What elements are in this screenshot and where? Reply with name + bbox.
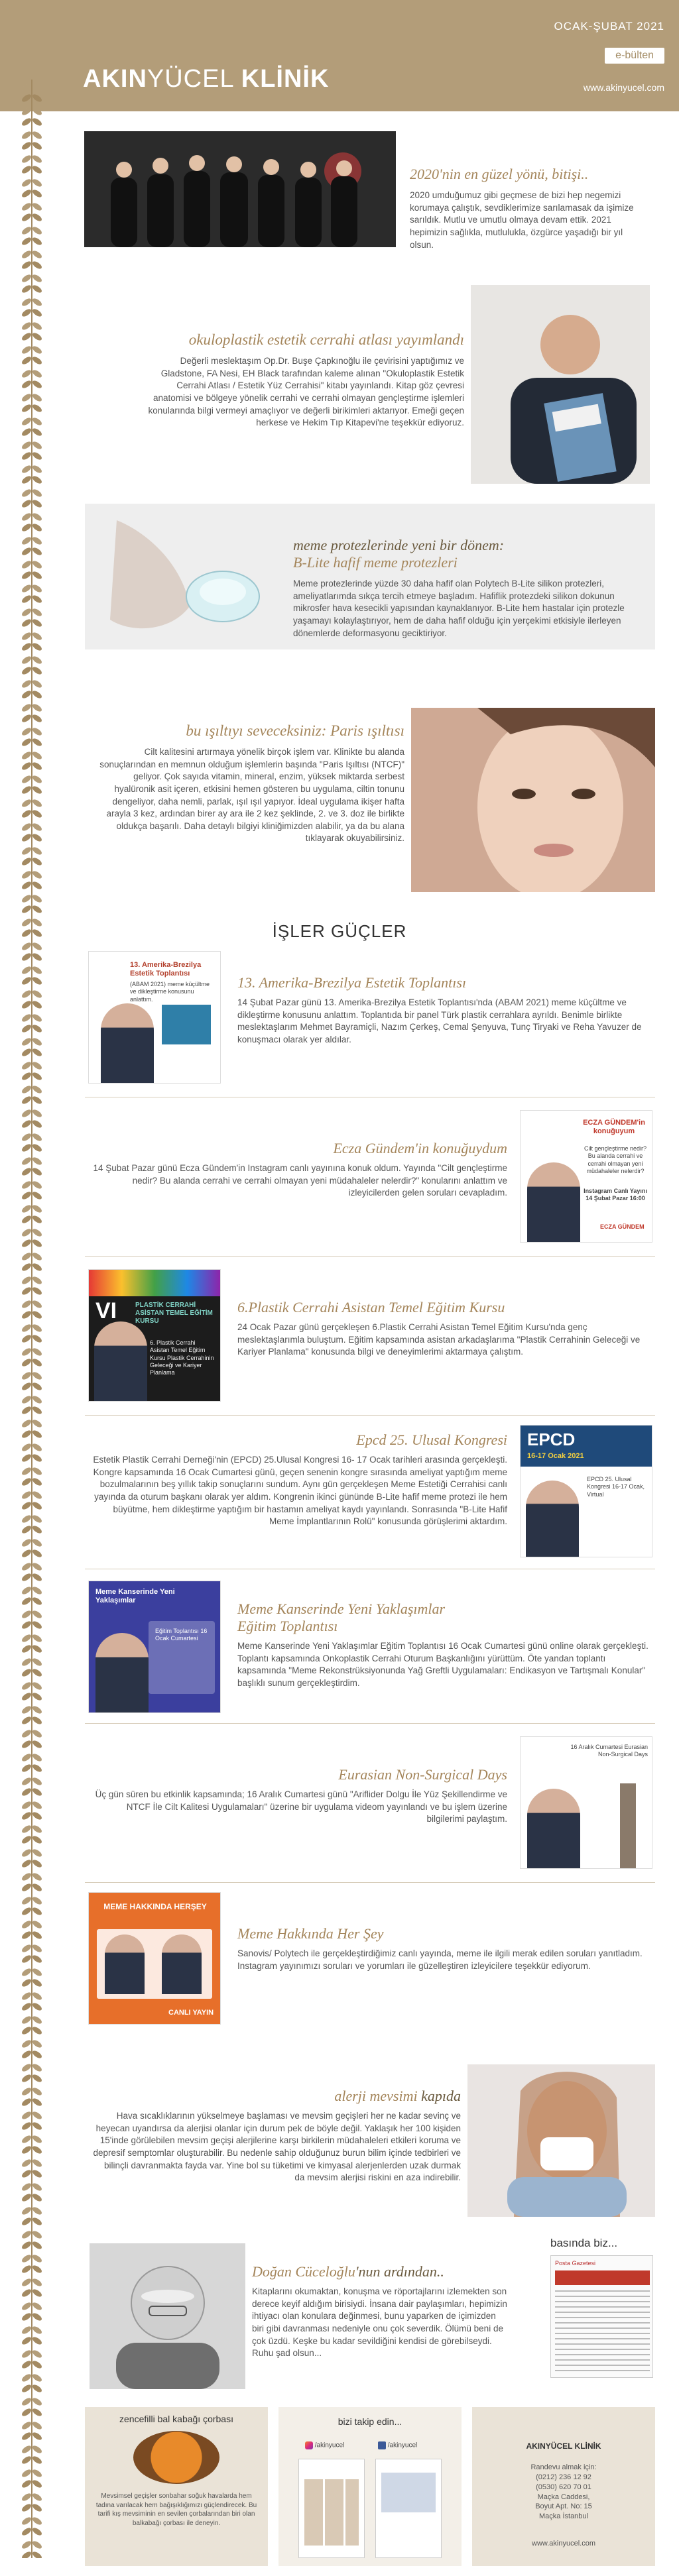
isler-item-epcd (93, 1431, 507, 1528)
meme-hakkinda-thumbnail-title: MEME HAKKINDA HERŞEY (103, 1902, 207, 1911)
isler-item-epcd-title: Epcd 25. Ulusal Kongresi (356, 1431, 507, 1448)
article-paris-title: bu ışıltıyı seveceksiniz: Paris ışıltısı (186, 722, 404, 739)
divider (85, 1256, 655, 1257)
isler-item-asistan-body: 24 Ocak Pazar günü gerçekleşen 6.Plastik Cerrahi Asistan Temel Eğitim Kursu'nda genç meslektaşlarımla buluştum. Eğitim kapsamında asistan arkadaşlarıma "Plastik Cerrahinin Geleceği ve Kariyer Planlama" konusunda bilgi ve deneyimlerimi aktarmaya çalıştım. (237, 1322, 641, 1357)
eurasian-thumbnail[interactable] (520, 1736, 652, 1869)
appointment-label: Randevu almak için: (530, 2463, 597, 2471)
asistan-thumbnail-sub: 6. Plastik Cerrahi Asistan Temel Eğitim Kursu Plastik Cerrahinin Geleceği ve Kariyer Planlama (150, 1339, 214, 1376)
article-tribute-title: Doğan Cüceloğlu'nun ardından.. (252, 2263, 444, 2280)
article-tribute (252, 2263, 507, 2360)
meme-kanseri-thumbnail-doctor (95, 1633, 149, 1712)
isler-item-eurasian-title: Eurasian Non-Surgical Days (338, 1766, 507, 1783)
sneezing-woman-illustration (467, 2064, 655, 2217)
ecza-thumbnail-sub: Cilt gençleştirme nedir? Bu alanda cerrahi ve cerrahi olmayan yeni müdahaleler nelerdir? (584, 1145, 647, 1174)
asistan-kursu-thumbnail[interactable] (88, 1269, 221, 1402)
press-clipping-text (555, 2290, 650, 2373)
ecza-thumbnail-doctor (527, 1162, 580, 1242)
facebook-preview[interactable] (375, 2459, 442, 2558)
instagram-icon (305, 2441, 313, 2449)
meme-hakkinda-thumbnail-doctor-2 (162, 1934, 202, 1994)
header-banner (0, 0, 679, 111)
asistan-thumbnail-doctor (94, 1321, 147, 1401)
meme-kanseri-thumbnail-title: Meme Kanserinde Yeni Yaklaşımlar (95, 1588, 175, 1605)
isler-item-meme-kanseri-body: Meme Kanserinde Yeni Yaklaşımlar Eğitim Toplantısı 16 Ocak Cumartesi günü online olarak gerçekleşti. Toplantı kapsamında Onkoplastik Cerrahi Oturum Başkanlığını yürüttüm. Öte yandan toplantı kapsamında "Meme Rekonstrüksiyonunda Yağ Greftli Uygulamaları: Endikasyon ve Tartışmalı Konular" başlıklı sunum gerçekleştirdim. (237, 1641, 648, 1688)
address-line-3: Maçka İstanbul (539, 2512, 588, 2521)
ecza-thumbnail-title: ECZA GÜNDEM'in konuğuyum (583, 1119, 645, 1136)
ecza-thumbnail-logo: ECZA GÜNDEM (600, 1223, 645, 1230)
isler-item-meme-kanseri-title-1: Meme Kanserinde Yeni Yaklaşımlar (237, 1600, 446, 1617)
face-illustration (411, 708, 655, 892)
ecza-gundem-thumbnail[interactable] (520, 1110, 652, 1243)
abam-thumbnail-doctor (101, 1003, 154, 1083)
atlas-book-photo (471, 285, 650, 484)
paris-glow-photo (411, 708, 655, 892)
isler-item-abam-title: 13. Amerika-Brezilya Estetik Toplantısı (237, 974, 467, 991)
author-with-book-illustration (471, 285, 650, 484)
dogan-cuceloglu-photo (90, 2243, 245, 2389)
article-atlas (93, 331, 464, 429)
article-paris-body: Cilt kalitesini artırmaya yönelik birçok işlem var. Klinikte bu alanda sonuçlarından en memnun olduğum işlemlerin başında "Paris Işıltısı (NTCF)" geliyor. Çok sayıda vitamin, mineral, enzim, yüksek miktarda serbest hyalüronik asit içeren, etkisini hemen gösteren bu uygulama, ciltin tonunu dengeliyor, daha nemli, parlak, ışıl ışıl yapıyor. İdeal uygulama ikişer hafta arayla 3 kez, ardından birer ay ara ile 2 kez şeklinde, 2. ve 3. doz ile birlikte oldukça başarılı. Daha detaylı bilgiyi kliniğimizden alabilir, ya da bu alana tıklayarak okuyabilirsiniz. (99, 747, 404, 844)
meme-hakkinda-thumbnail[interactable] (88, 1892, 221, 2025)
article-allergy-body: Hava sıcaklıklarının yükselmeye başlaması ve mevsim geçişleri her ne kadar sevinç ve heyecan uyandırsa da alerjisi olanlar için durum pek de böyle değil. Yaklaşık her 100 kişiden 15'inde görülebilen mevsim geçişi alerjilerine karşı birkilerin müdahaleleri etkileri koruma ve depresif semptomlar oluşturabilir. Bu nedenle sahip olduğunuz burun bilim içinde tedbirleri ve bilinçli davranmakta fayda var. Yine bol su tüketimi ve kimyasal alerjenlerden uzak durmak da mevsim alerjisi riskini en aza indirebilir. (93, 2111, 461, 2183)
isler-item-meme-kanseri (237, 1600, 648, 1690)
article-blite-body: Meme protezlerinde yüzde 30 daha hafif olan Polytech B-Lite silikon protezleri, ameliyatlarımda sıkça tercih etmeye başladım. Hafiflik protezdeki silikon dokunun mikrosfer hava kesecikli yapısından kaynaklanıyor. B-Lite hem hastalar için protezle yaşamayı kolaylaştırıyor, hem de daha hafif olduğu için yerçekimi etkisiyle ilerleyen dönemlerde deformasyonu geciktiriyor. (293, 579, 625, 638)
eurasian-thumbnail-tower (620, 1783, 636, 1869)
breast-implant-photo (90, 507, 289, 646)
ebulten-badge: e-bülten (605, 48, 664, 64)
article-blite-title-1: meme protezlerinde yeni bir dönem: (293, 537, 505, 553)
article-2020 (358, 166, 650, 251)
article-allergy (93, 2088, 461, 2184)
isler-item-abam (237, 974, 648, 1046)
footer-clinic-name: AKINYÜCEL KLİNİK (526, 2441, 601, 2451)
epcd-thumbnail-sub: EPCD 25. Ulusal Kongresi 16-17 Ocak, Virtual (587, 1476, 645, 1498)
instagram-link[interactable]: /akinyucel (305, 2441, 344, 2449)
footer-website-link[interactable]: www.akinyucel.com (532, 2540, 595, 2548)
portrait-illustration (90, 2243, 245, 2389)
meme-hakkinda-thumbnail-doctor-1 (105, 1934, 145, 1994)
isler-item-asistan-title: 6.Plastik Cerrahi Asistan Temel Eğitim Kursu (237, 1299, 505, 1316)
isler-item-meme-hakkinda-title: Meme Hakkında Her Şey (237, 1925, 384, 1942)
isler-item-epcd-body: Estetik Plastik Cerrahi Derneği'nin (EPCD) 25.Ulusal Kongresi 16- 17 Ocak tarihleri arasında gerçekleşti. Kongre kapsamında 16 Ocak Cumartesi günü, geçen senenin kongre sırasında ameliyat yaptığım meme bozulmalarının beş yıllık takip sonuçlarını sundum. Aynı gün gerçekleşen Meme Estetiği Cerrahisi canlı yayında da oturum başkanı olarak yer aldım. Kongrenin ikinci gününde B-Lite hafif meme protezi ile hem büyütme, hem dikleştirme yaptığım bir hastamın ameliyat kaydı yayınlandı. Sonrasında "B-Lite Hafif Meme İmplantlarının Rolü" konusunda görüşlerimi aktardım. (93, 1455, 507, 1527)
isler-item-ecza-body: 14 Şubat Pazar günü Ecza Gündem'in Instagram canlı yayınına konuk oldum. Yayında "Cilt gençleştirme nedir? Bu alanda cerrahi ve cerrahi olmayan yeni müdahaleler nelerdir?" konularını anlattım ve izleyicilerden gelen soruları cevapladım. (93, 1163, 507, 1198)
isler-item-meme-hakkinda-body: Sanovis/ Polytech ile gerçekleştirdiğimiz canlı yayında, meme ile ilgili merak edilen soruları yanıtladım. Instagram yayınımızı soruları ve yorumları ile güzelleştiren izleyicilere teşekkür ediyorum. (237, 1948, 643, 1971)
instagram-preview-grid (304, 2479, 359, 2546)
phone-1[interactable]: (0212) 236 12 92 (536, 2473, 591, 2481)
epcd-thumbnail[interactable] (520, 1425, 652, 1557)
follow-title: bizi takip edin... (338, 2416, 402, 2427)
facebook-preview-cover (381, 2473, 436, 2512)
meme-hakkinda-thumbnail-live: CANLI YAYIN (168, 2009, 214, 2017)
article-allergy-title: alerji mevsimi kapıda (334, 2088, 461, 2104)
isler-item-meme-kanseri-title-2: Eğitim Toplantısı (237, 1618, 338, 1634)
facebook-icon (378, 2441, 386, 2449)
asistan-thumbnail-band (89, 1270, 220, 1296)
isler-item-asistan (237, 1299, 648, 1359)
address-line-1: Maçka Caddesi, (537, 2492, 590, 2501)
epcd-thumbnail-doctor (526, 1481, 579, 1557)
allergy-photo (467, 2064, 655, 2217)
footer-contact (472, 2407, 655, 2566)
address-line-2: Boyut Apt. No: 15 (535, 2502, 592, 2511)
asistan-thumbnail-title: PLASTİK CERRAHİ ASİSTAN TEMEL EĞİTİM KURSU (135, 1302, 213, 1325)
article-2020-title: 2020'nin en güzel yönü, bitişi.. (410, 166, 589, 182)
recipe-title: zencefilli bal kabağı çorbası (119, 2414, 233, 2424)
press-clipping (550, 2255, 653, 2378)
isler-item-ecza-title: Ecza Gündem'in konuğuydum (333, 1140, 507, 1156)
press-clipping-source: Posta Gazetesi (555, 2260, 596, 2267)
divider (85, 1882, 655, 1883)
implant-illustration (90, 507, 289, 646)
isler-item-abam-body: 14 Şubat Pazar günü 13. Amerika-Brezilya Estetik Toplantısı'nda (ABAM 2021) meme küçültme ve dikleştirme konusunu anlattım. Toplantıda bir panel Türk plastik cerrahlara ayrıldı. Benimle birlikte meslektaşlarım Mehmet Bayramiçli, Nazım Çerkeş, Cemal Şenyuva, Tunç Tiryaki ve Reha Yavuzer de konuşmacı olarak yer aldılar. (237, 997, 642, 1044)
footer-recipe[interactable] (85, 2407, 268, 2566)
header-website-link[interactable]: www.akinyucel.com (583, 82, 664, 93)
article-atlas-title: okuloplastik estetik cerrahi atlası yayımlandı (188, 331, 464, 348)
phone-2[interactable]: (0530) 620 70 01 (536, 2483, 591, 2491)
article-atlas-body: Değerli meslektaşım Op.Dr. Buşe Çapkınoğlu ile çevirisini yaptığımız ve Gladstone, FA Nesi, EH Black tarafından kaleme alınan "Okuloplastik Estetik Cerrahi Atlası / Estetik Yüz Cerrahisi" kitabı yayınlandı. Kitap göz çevresi anatomisi ve bölgeye yönelik cerrahi ve cerrahi olmayan gençleştirme işlemleri konularında bilgi vermeyi amaçlıyor ve değerli birikimleri aktarıyor. Emeği geçen herkese ve Hekim Tıp Kitapevi'ne teşekkür ediyoruz. (148, 356, 464, 428)
meme-kanseri-thumbnail[interactable] (88, 1581, 221, 1713)
isler-gucler-heading: İŞLER GÜÇLER (272, 921, 407, 941)
facebook-link[interactable]: /akinyucel (378, 2441, 417, 2449)
recipe-text: Mevsimsel geçişler sonbahar soğuk havalarda hem tadına varılacak hem bağışıklığımızı güçlendirecek. Bu tarifi kış mevsiminin en sevilen çorbalarından biri olan balkabağı çorbası ile deneyin. (95, 2492, 257, 2527)
meme-kanseri-thumbnail-card (149, 1621, 215, 1694)
eurasian-thumbnail-sub: 16 Aralık Cumartesi Eurasian Non-Surgical Days (570, 1744, 648, 1758)
instagram-preview[interactable] (298, 2459, 365, 2558)
eurasian-thumbnail-doctor (527, 1789, 580, 1868)
abam-thumbnail-band (162, 1005, 211, 1044)
wheat-decoration (19, 80, 45, 2558)
team-photo-illustration (84, 131, 396, 247)
isler-item-eurasian (93, 1766, 507, 1826)
team-photo (84, 131, 396, 247)
epcd-thumbnail-title: EPCD (527, 1429, 576, 1449)
abam-thumbnail-title: 13. Amerika-Brezilya Estetik Toplantısı (130, 961, 202, 978)
article-paris (93, 722, 404, 845)
article-2020-body: 2020 umduğumuz gibi geçmese de bizi hep negemizi korumaya çalıştık, sevdiklerimize sarılamasak da işimize sarıldık. Mutlu ve umutlu olmaya devam ettik. 2021 hepimizin sağlıkla, mutlulukla, özgürce yaşadığı bir yıl olsun. (410, 190, 634, 250)
meme-kanseri-thumbnail-sub: Eğitim Toplantısı 16 Ocak Cumartesi (155, 1628, 208, 1642)
divider (85, 1415, 655, 1416)
divider (85, 1723, 655, 1724)
abam-thumbnail[interactable] (88, 951, 221, 1084)
epcd-thumbnail-date: 16-17 Ocak 2021 (527, 1452, 584, 1460)
isler-item-ecza (93, 1140, 507, 1200)
press-title: basında biz... (550, 2237, 618, 2249)
isler-item-meme-hakkinda (237, 1925, 648, 1972)
press-section[interactable] (550, 2237, 653, 2378)
footer-social (278, 2407, 462, 2566)
recipe-photo (133, 2431, 219, 2484)
asistan-thumbnail-big: VI (95, 1298, 117, 1323)
press-clipping-masthead (555, 2270, 650, 2285)
ecza-thumbnail-live: Instagram Canlı Yayını 14 Şubat Pazar 16:00 (584, 1188, 647, 1202)
issue-date: OCAK-ŞUBAT 2021 (554, 20, 664, 32)
article-blite-title-2: B-Lite hafif meme protezleri (293, 554, 458, 571)
abam-thumbnail-sub: (ABAM 2021) meme küçültme ve dikleştirme konusunu anlattım. (130, 981, 210, 1003)
isler-item-eurasian-body: Üç gün süren bu etkinlik kapsamında; 16 Aralık Cumartesi günü "Ariflider Dolgu İle Yüz Şekillendirme ve NTCF İle Cilt Kalitesi Uygulamaları" üzerine bir uygulama videom yayınlandı ve bu işlem üzerine bilgilerimi paylaştım. (95, 1789, 507, 1824)
article-blite (293, 537, 645, 640)
brand-logo[interactable]: AKINYÜCEL KLİNİK (83, 65, 330, 93)
article-tribute-body: Kitaplarını okumaktan, konuşma ve röportajlarını izlemekten son derece keyif aldığım birisiydi. İnsana dair paylaşımları, hepimizin ihtiyacı olan konulara değinmesi, bunu yaparken de içimizden biri gibi davranması nedeniyle onu çok severdik. Ölümü beni de çok üzdü. Keşke bu kadar sevildiğini kendisi de görebilseydi. Ruhu şad olsun... (252, 2286, 507, 2359)
